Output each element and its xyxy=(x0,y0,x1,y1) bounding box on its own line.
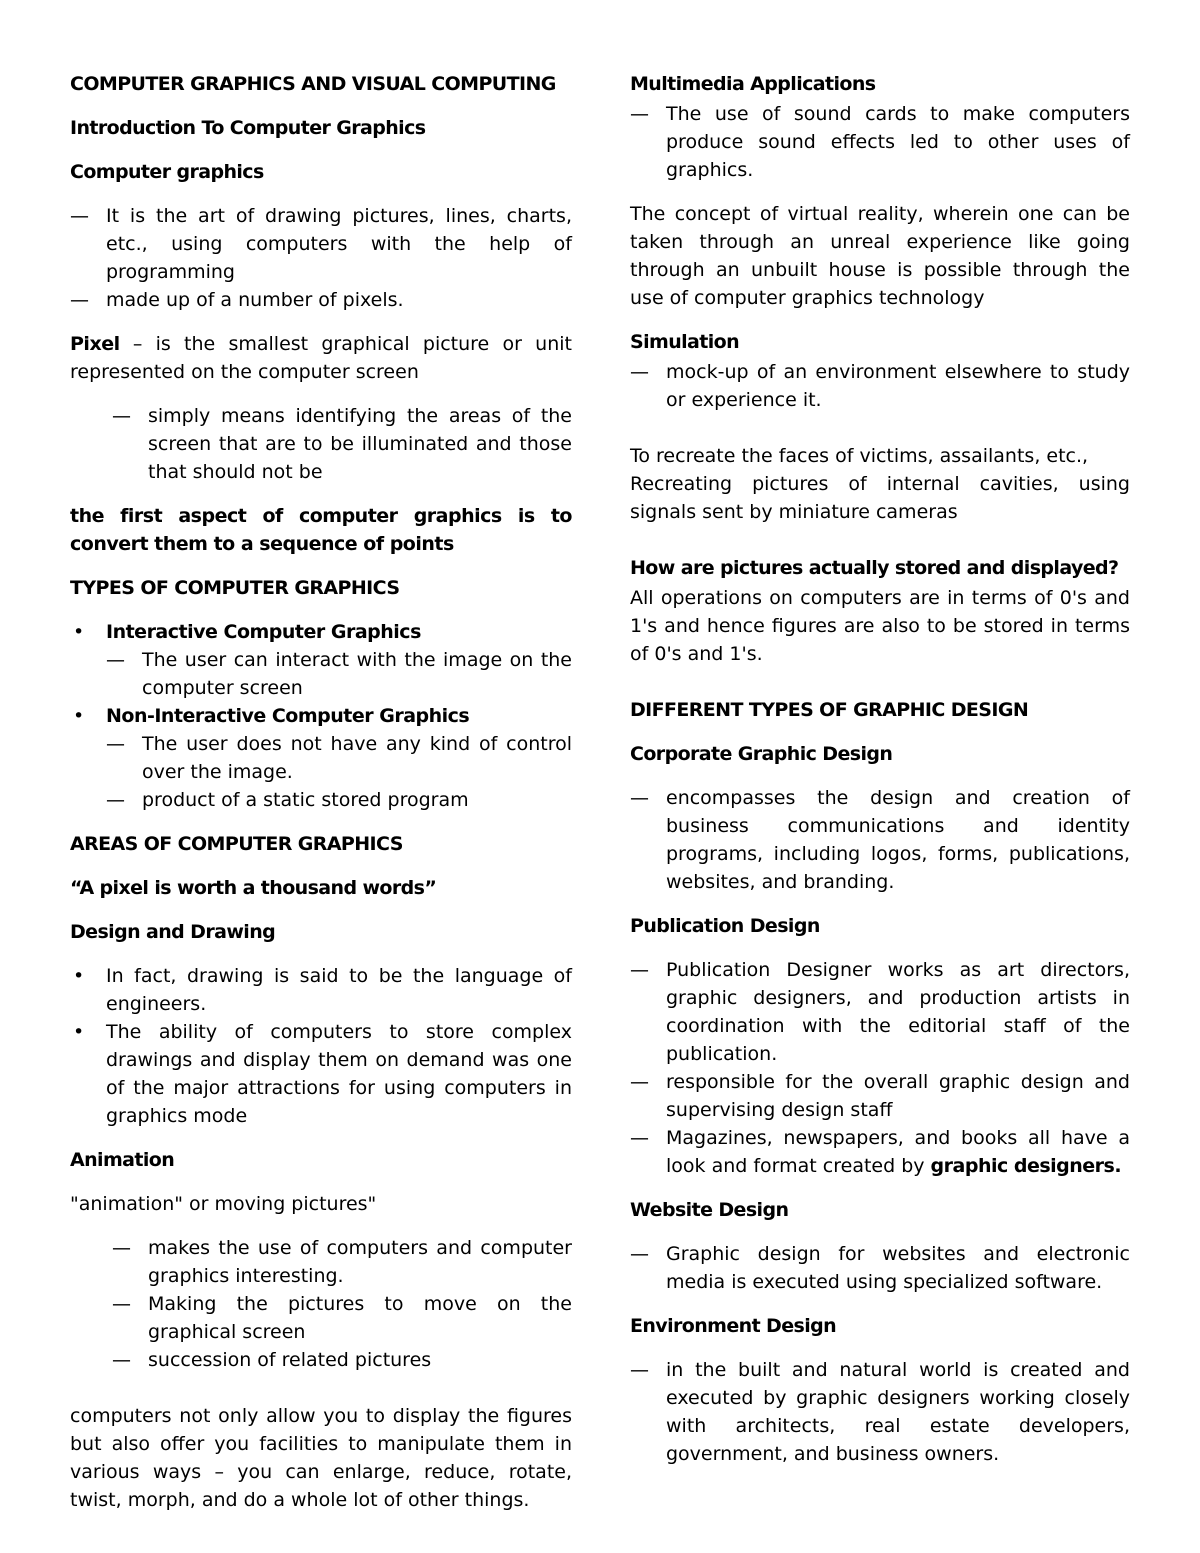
list-item xyxy=(630,1124,1130,1180)
list-item: — encompasses the design and creation of business communications and identity programs, including logos, forms, publications, websites, and branding. xyxy=(630,784,1130,896)
list-item: — simply means identifying the areas of the screen that are to be illuminated and those that should not be xyxy=(112,402,572,486)
list-item: — mock-up of an environment elsewhere to study or experience it. xyxy=(630,358,1130,414)
areas-heading: AREAS OF COMPUTER GRAPHICS xyxy=(70,833,403,855)
bullet-icon: • xyxy=(73,965,85,987)
pixel-term: Pixel xyxy=(70,333,120,355)
list-item: — Publication Designer works as art directors, graphic designers, and production artists in coordination with the editorial staff of the publication. xyxy=(630,956,1130,1068)
pixel-def-text: – is the smallest graphical picture or unit represented on the computer screen xyxy=(70,333,572,383)
computer-graphics-list xyxy=(70,202,572,314)
list-item: — It is the art of drawing pictures, lines, charts, etc., using computers with the help of programming xyxy=(70,202,572,286)
animation-heading: Animation xyxy=(70,1149,175,1171)
environment-list xyxy=(630,1356,1130,1468)
bullet-icon: • xyxy=(73,1021,85,1043)
design-drawing-heading: Design and Drawing xyxy=(70,921,276,943)
graphic-design-heading: DIFFERENT TYPES OF GRAPHIC DESIGN xyxy=(630,699,1029,721)
type-sublist xyxy=(106,730,572,814)
list-item: — The use of sound cards to make computers produce sound effects led to other uses of graphics. xyxy=(630,100,1130,184)
list-item: — The user can interact with the image on the computer screen xyxy=(106,646,572,702)
list-item: — product of a static stored program xyxy=(106,786,572,814)
type-title: Non-Interactive Computer Graphics xyxy=(106,705,470,727)
corporate-list xyxy=(630,784,1130,896)
closing-paragraph: computers not only allow you to display the figures but also offer you facilities to manipulate them in various ways – you can enlarge, reduce, rotate, twist, morph, and do a whole lot of other things. xyxy=(70,1405,572,1511)
virtual-reality-paragraph: The concept of virtual reality, wherein one can be taken through an unreal experience like going through an unbuilt house is possible through the use of computer graphics technology xyxy=(630,203,1130,309)
animation-list xyxy=(112,1234,572,1374)
multimedia-heading: Multimedia Applications xyxy=(630,73,876,95)
list-item-text: The ability of computers to store complex drawings and display them on demand was one of the major attractions for using computers in graphics mode xyxy=(106,1021,572,1127)
computer-graphics-heading: Computer graphics xyxy=(70,161,264,183)
intro-heading: Introduction To Computer Graphics xyxy=(70,117,426,139)
list-item: — The user does not have any kind of control over the image. xyxy=(106,730,572,786)
first-aspect-note: the first aspect of computer graphics is to convert them to a sequence of points xyxy=(70,505,572,555)
list-item-bold: graphic designers. xyxy=(930,1155,1122,1177)
type-title: Interactive Computer Graphics xyxy=(106,621,421,643)
list-item: — succession of related pictures xyxy=(112,1346,572,1374)
list-item xyxy=(70,1018,572,1130)
website-list xyxy=(630,1240,1130,1296)
type-sublist xyxy=(106,646,572,702)
environment-heading: Environment Design xyxy=(630,1315,837,1337)
pixel-list xyxy=(112,402,572,486)
list-item xyxy=(70,618,572,702)
list-item: — Graphic design for websites and electronic media is executed using specialized software. xyxy=(630,1240,1130,1296)
list-item-text: Magazines, newspapers, and books all have a look and format created by xyxy=(666,1127,1130,1177)
animation-quote: "animation" or moving pictures" xyxy=(70,1193,377,1215)
publication-heading: Publication Design xyxy=(630,915,820,937)
stored-heading: How are pictures actually stored and displayed? xyxy=(630,557,1119,579)
recreate-line-2: Recreating pictures of internal cavities, using signals sent by miniature cameras xyxy=(630,473,1130,523)
list-item: — in the built and natural world is created and executed by graphic designers working closely with architects, real estate developers, government, and business owners. xyxy=(630,1356,1130,1468)
design-list xyxy=(70,962,572,1130)
recreate-line-1: To recreate the faces of victims, assailants, etc., xyxy=(630,445,1089,467)
list-item xyxy=(70,702,572,814)
pixel-definition xyxy=(70,330,572,386)
multimedia-list xyxy=(630,100,1130,184)
simulation-heading: Simulation xyxy=(630,331,740,353)
pixel-quote: “A pixel is worth a thousand words” xyxy=(70,877,437,899)
document-title: COMPUTER GRAPHICS AND VISUAL COMPUTING xyxy=(70,73,556,95)
recreate-paragraph xyxy=(630,442,1130,526)
simulation-list xyxy=(630,358,1130,414)
website-heading: Website Design xyxy=(630,1199,789,1221)
bullet-icon: • xyxy=(73,705,85,727)
list-item: — Making the pictures to move on the graphical screen xyxy=(112,1290,572,1346)
list-item xyxy=(70,962,572,1018)
types-heading: TYPES OF COMPUTER GRAPHICS xyxy=(70,577,400,599)
left-column xyxy=(70,70,572,1530)
corporate-heading: Corporate Graphic Design xyxy=(630,743,893,765)
right-column xyxy=(630,70,1130,1484)
types-list xyxy=(70,618,572,814)
stored-paragraph: All operations on computers are in terms of 0's and 1's and hence figures are also to be stored in terms of 0's and 1's. xyxy=(630,587,1130,665)
publication-list xyxy=(630,956,1130,1180)
list-item: — made up of a number of pixels. xyxy=(70,286,572,314)
list-item: — makes the use of computers and computer graphics interesting. xyxy=(112,1234,572,1290)
list-item-text: In fact, drawing is said to be the language of engineers. xyxy=(106,965,572,1015)
bullet-icon: • xyxy=(73,621,85,643)
list-item: — responsible for the overall graphic design and supervising design staff xyxy=(630,1068,1130,1124)
